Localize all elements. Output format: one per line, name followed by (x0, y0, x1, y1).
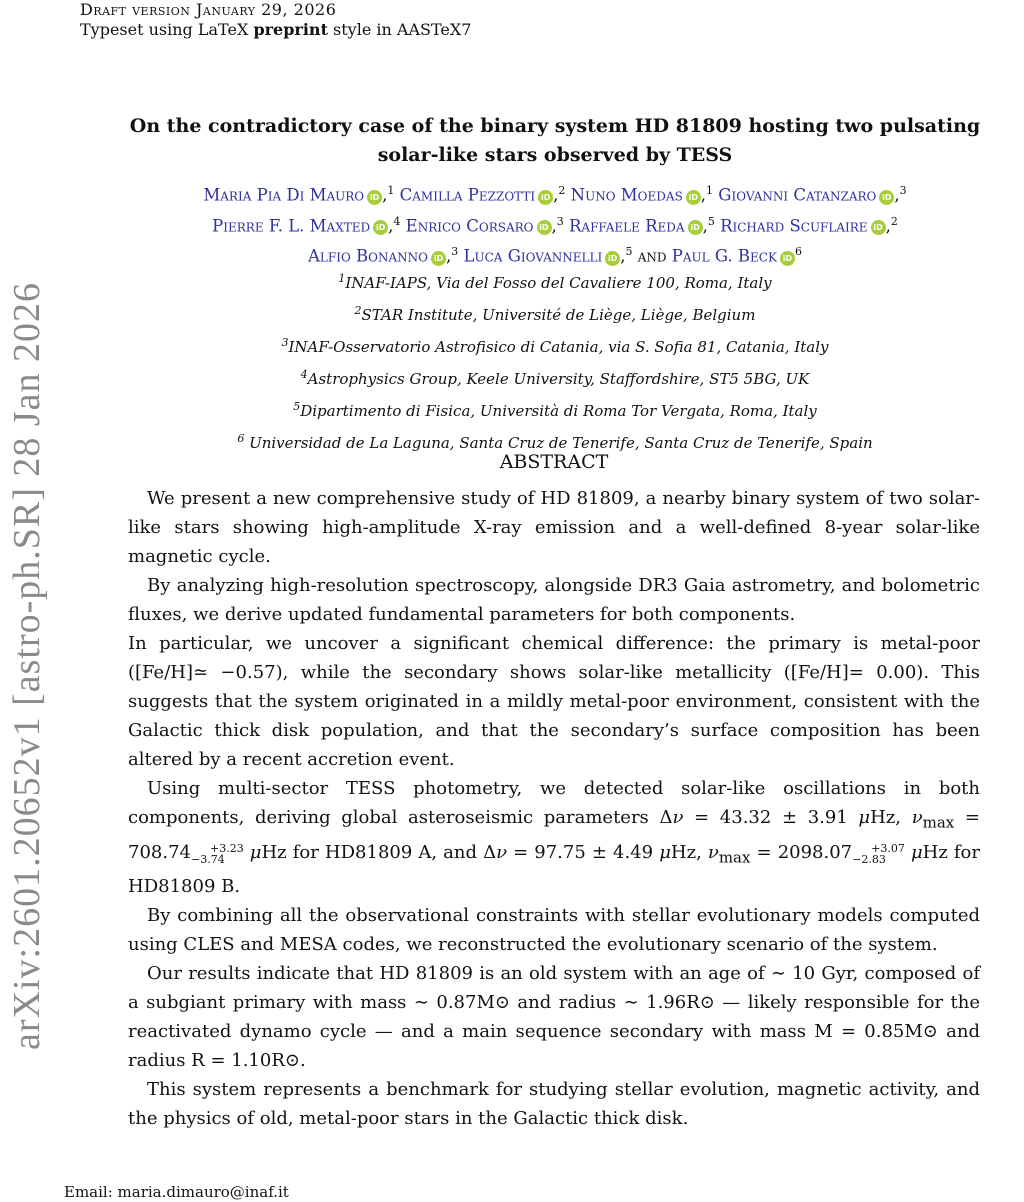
affiliation-list (80, 265, 1024, 457)
author-line-1: Maria Pia Di Mauro iD ,$^1$ Camilla Pezzotti iD ,$^2$ Nuno Moedas iD ,$^1$ Giovanni Catanzaro iD ,$^3$ (203, 184, 907, 205)
title-line-2: solar-like stars observed by TESS (377, 144, 733, 166)
abstract-body (128, 484, 980, 1133)
orcid-icon[interactable]: iD (373, 220, 388, 235)
affiliation: $^6$ Universidad de La Laguna, Santa Cruz de Tenerife, Santa Cruz de Tenerife, Spain (237, 432, 873, 452)
abstract-paragraph: By combining all the observational constraints with stellar evolutionary models computed using CLES and MESA codes, we reconstructed the evolutionary scenario of the system. (128, 905, 980, 956)
abstract-paragraph: In particular, we uncover a significant chemical difference: the primary is metal-poor ([Fe/H]≃ −0.57), while the secondary shows solar-like metallicity ([Fe/H]= 0.00). This suggests that the system originated in a mildly metal-poor environment, consistent with the Galactic thick disk population, and that the secondary’s surface composition has been altered by a recent accretion event. (128, 633, 980, 770)
author-name[interactable]: Maria Pia Di Mauro (203, 185, 365, 205)
affiliation: $^5$Dipartimento di Fisica, Università di Roma Tor Vergata, Roma, Italy (293, 400, 817, 420)
preprint-word: preprint (253, 20, 328, 39)
orcid-icon[interactable]: iD (688, 220, 703, 235)
abstract-paragraph: By analyzing high-resolution spectroscopy, alongside DR3 Gaia astrometry, and bolometric fluxes, we derive updated fundamental parameters for both components. (128, 575, 980, 625)
author-line-2: Pierre F. L. Maxted iD ,$^4$ Enrico Corsaro iD ,$^3$ Raffaele Reda iD ,$^5$ Richard Scuflaire iD ,$^2$ (212, 214, 898, 235)
author-name[interactable]: Paul G. Beck (671, 246, 777, 266)
author-name[interactable]: Nuno Moedas (570, 185, 683, 205)
author-list (80, 178, 1024, 270)
orcid-icon[interactable]: iD (871, 220, 886, 235)
author-name[interactable]: Camilla Pezzotti (399, 185, 536, 205)
and-word: and (637, 246, 667, 266)
author-line-3: Alfio Bonanno iD ,$^3$ Luca Giovannelli iD ,$^5$ and Paul G. Beck iD $^6$ (308, 245, 802, 266)
orcid-icon[interactable]: iD (879, 190, 894, 205)
abstract-paragraph: This system represents a benchmark for studying stellar evolution, magnetic activity, and the physics of old, metal-poor stars in the Galactic thick disk. (128, 1079, 980, 1130)
author-name[interactable]: Alfio Bonanno (308, 246, 429, 266)
author-name[interactable]: Giovanni Catanzaro (718, 185, 877, 205)
affiliation: $^4$Astrophysics Group, Keele University, Staffordshire, ST5 5BG, UK (300, 368, 810, 388)
running-header (80, 0, 471, 40)
orcid-icon[interactable]: iD (367, 190, 382, 205)
arxiv-stamp[interactable]: arXiv:2601.20652v1 [astro-ph.SR] 28 Jan 2026 (6, 281, 48, 1050)
orcid-icon[interactable]: iD (537, 220, 552, 235)
affiliation: $^2$STAR Institute, Université de Liège, Liège, Belgium (354, 304, 756, 324)
author-name[interactable]: Luca Giovannelli (463, 246, 603, 266)
draft-version: Draft version January 29, 2026 (80, 0, 337, 19)
title-line-1: On the contradictory case of the binary system HD 81809 hosting two pulsating (129, 115, 981, 137)
abstract-heading: ABSTRACT (499, 451, 609, 473)
author-name[interactable]: Pierre F. L. Maxted (212, 216, 371, 235)
affiliation: $^1$INAF-IAPS, Via del Fosso del Cavaliere 100, Roma, Italy (338, 272, 772, 292)
author-name[interactable]: Richard Scuflaire (720, 216, 868, 235)
paper-title (80, 112, 1024, 170)
orcid-icon[interactable]: iD (780, 251, 795, 266)
affiliation: $^3$INAF-Osservatorio Astrofisico di Catania, via S. Sofia 81, Catania, Italy (281, 336, 829, 356)
abstract-paragraph: We present a new comprehensive study of HD 81809, a nearby binary system of two solar-like stars showing high-amplitude X-ray emission and a well-defined 8-year solar-like magnetic cycle. (128, 488, 980, 567)
corresponding-email[interactable]: Email: maria.dimauro@inaf.it (64, 1183, 289, 1201)
orcid-icon[interactable]: iD (538, 190, 553, 205)
latex-logo: LaTeX (197, 20, 249, 39)
orcid-icon[interactable]: iD (605, 251, 620, 266)
author-name[interactable]: Raffaele Reda (569, 216, 685, 235)
orcid-icon[interactable]: iD (431, 251, 446, 266)
author-name[interactable]: Enrico Corsaro (405, 216, 534, 235)
typeset-line: Typeset using LaTeX preprint style in AASTeX7 (80, 20, 472, 39)
abstract-paragraph: Our results indicate that HD 81809 is an old system with an age of ∼ 10 Gyr, composed of a subgiant primary with mass ∼ 0.87M⊙ and radius ∼ 1.96R⊙ — likely responsible for the reactivated dynamo cycle — and a main sequence secondary with mass M = 0.85M⊙ and radius R = 1.10R⊙. (128, 963, 980, 1072)
abstract-paragraph: Using multi-sector TESS photometry, we detected solar-like oscillations in both components, deriving global asteroseismic parameters Δν = 43.32 ± 3.91 μHz, $\nu_{max} = 708.74 +3.23$ −3.74 μHz for HD81809 A, and Δν = 97.75 ± 4.49 μHz, $\nu_{max} = 2098.07 +3.07$ −2.83 μHz for HD81809 B. (128, 778, 981, 898)
orcid-icon[interactable]: iD (686, 190, 701, 205)
